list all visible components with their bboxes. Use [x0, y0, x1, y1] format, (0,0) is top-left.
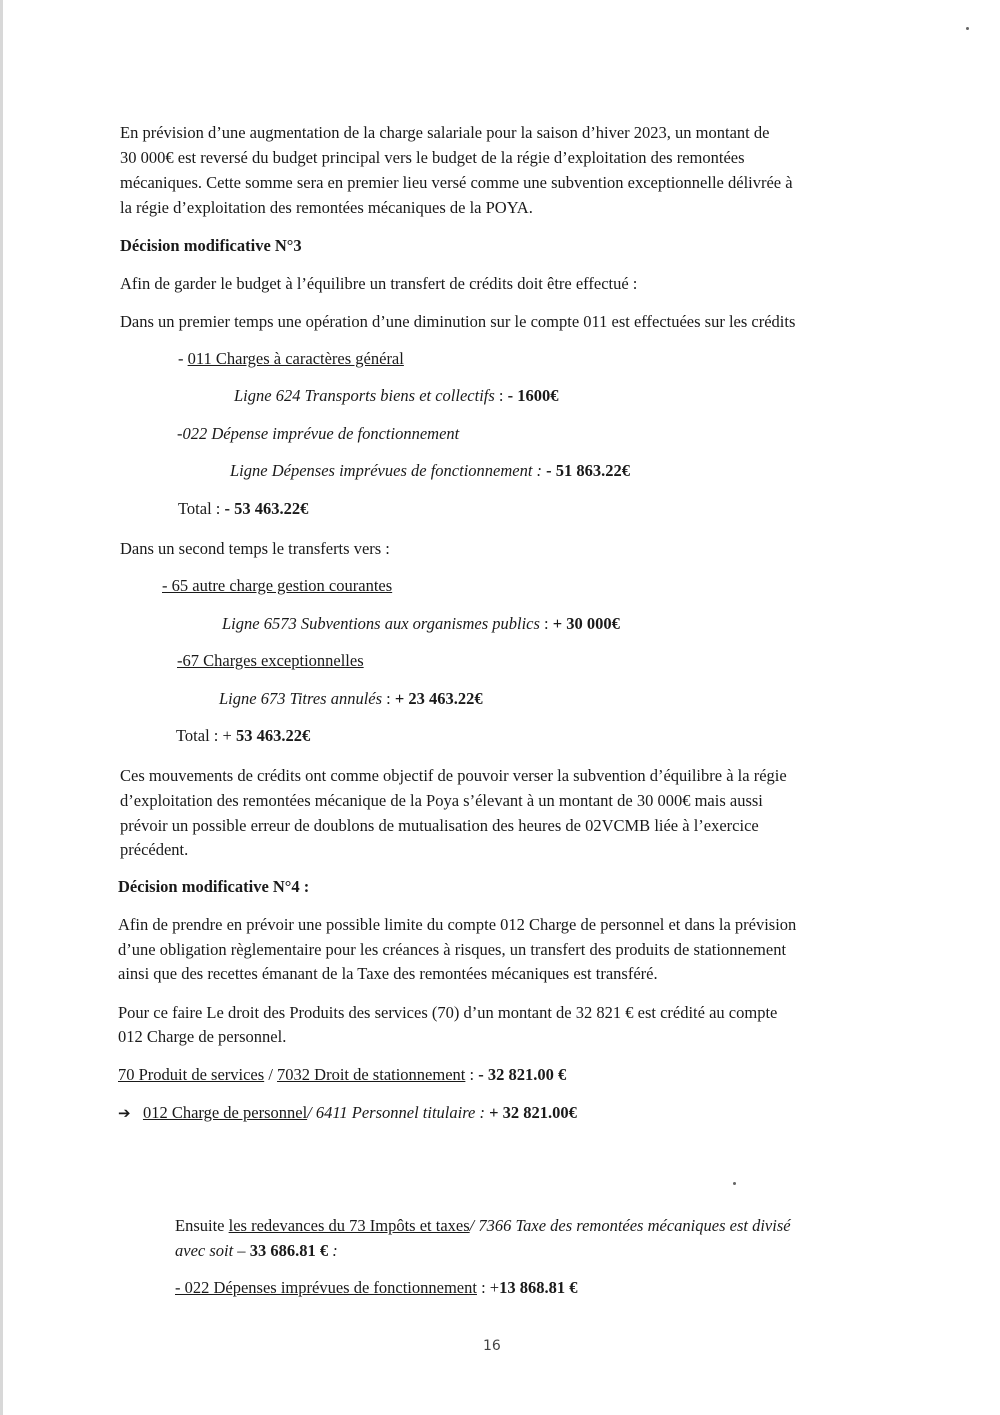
page-number: 16 — [483, 1338, 501, 1354]
scan-speck — [966, 27, 969, 30]
dm3-paragraph: Dans un second temps le transferts vers : — [120, 539, 390, 558]
dm3-paragraph: Dans un premier temps une opération d’une diminution sur le compte 011 est effectuées sur les crédits — [120, 312, 796, 331]
intro-line: mécaniques. Cette somme sera en premier lieu versé comme une subvention exceptionnelle délivrée à — [120, 173, 793, 192]
dm3-conclusion-line: précédent. — [120, 840, 189, 859]
dm3-total-debit: Total : - 53 463.22€ — [178, 499, 309, 518]
dm4-paragraph-line: d’une obligation règlementaire pour les créances à risques, un transfert des produits de stationnement — [118, 940, 787, 959]
arrow-right-icon: ➔ — [118, 1104, 131, 1122]
dm4-paragraph-line: 012 Charge de personnel. — [118, 1027, 287, 1046]
dm4-paragraph-line: avec soit – 33 686.81 € : — [175, 1241, 338, 1260]
dm3-account-67: -67 Charges exceptionnelles — [177, 651, 364, 670]
scan-left-edge — [0, 0, 3, 1415]
dm3-heading: Décision modificative N°3 — [120, 236, 302, 255]
dm3-line-624: Ligne 624 Transports biens et collectifs : - 1600€ — [234, 386, 559, 405]
dm4-paragraph-line: Afin de prendre en prévoir une possible limite du compte 012 Charge de personnel et dans la prévision — [118, 915, 797, 934]
dm3-conclusion-line: d’exploitation des remontées mécanique de la Poya s’élevant à un montant de 30 000€ mais aussi — [120, 791, 763, 810]
dm4-paragraph-line: ainsi que des recettes émanant de la Taxe des remontées mécaniques est transféré. — [118, 964, 658, 983]
dm3-account-011: - 011 Charges à caractères général — [178, 349, 404, 368]
dm3-line-022: Ligne Dépenses imprévues de fonctionnement : - 51 863.22€ — [230, 461, 631, 480]
dm3-conclusion-line: Ces mouvements de crédits ont comme objectif de pouvoir verser la subvention d’équilibre à la régie — [120, 766, 787, 785]
dm3-account-022: -022 Dépense imprévue de fonctionnement — [177, 424, 460, 443]
dm3-paragraph: Afin de garder le budget à l’équilibre un transfert de crédits doit être effectué : — [120, 274, 638, 293]
intro-line: 30 000€ est reversé du budget principal vers le budget de la régie d’exploitation des remontées — [120, 148, 745, 167]
dm4-heading: Décision modificative N°4 : — [118, 877, 310, 896]
dm4-transfer-022: - 022 Dépenses imprévues de fonctionnement : +13 868.81 € — [175, 1278, 578, 1297]
intro-line: En prévision d’une augmentation de la charge salariale pour la saison d’hiver 2023, un montant de — [120, 123, 770, 142]
dm3-conclusion-line: prévoir un possible erreur de doublons de mutualisation des heures de 02VCMB liée à l’exercice — [120, 816, 759, 835]
dm3-account-65: - 65 autre charge gestion courantes — [162, 576, 393, 595]
scan-speck — [733, 1182, 736, 1185]
dm4-transfer-70: 70 Produit de services / 7032 Droit de stationnement : - 32 821.00 € — [118, 1065, 567, 1084]
dm4-paragraph-line: Ensuite les redevances du 73 Impôts et taxes/ 7366 Taxe des remontées mécaniques est divisé — [175, 1216, 791, 1235]
intro-line: la régie d’exploitation des remontées mécaniques de la POYA. — [120, 198, 533, 217]
dm3-line-673: Ligne 673 Titres annulés : + 23 463.22€ — [219, 689, 483, 708]
dm4-transfer-012: ➔ 012 Charge de personnel/ 6411 Personnel titulaire : + 32 821.00€ — [118, 1103, 577, 1122]
dm3-total-credit: Total : + 53 463.22€ — [176, 726, 311, 745]
dm4-paragraph-line: Pour ce faire Le droit des Produits des services (70) d’un montant de 32 821 € est crédité au compte — [118, 1003, 778, 1022]
dm3-line-6573: Ligne 6573 Subventions aux organismes publics : + 30 000€ — [222, 614, 620, 633]
